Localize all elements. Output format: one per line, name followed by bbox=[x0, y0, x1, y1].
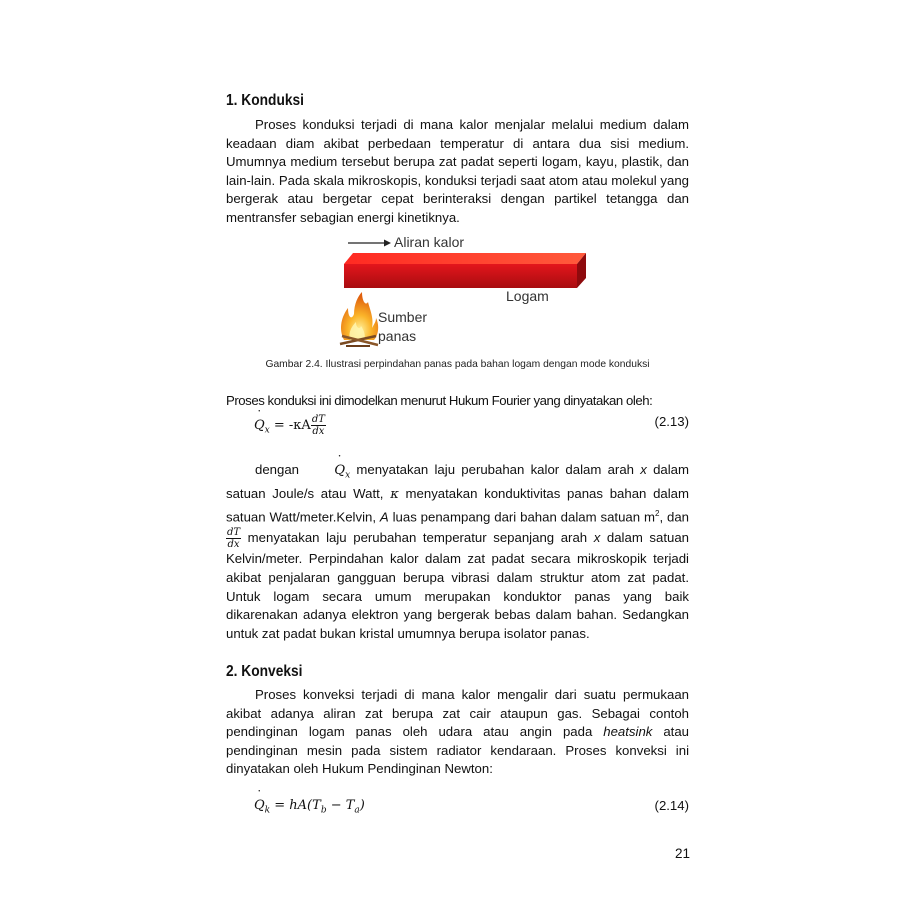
fire-icon bbox=[340, 292, 378, 346]
heat-source-label-line2: panas bbox=[378, 328, 417, 344]
newton-rhs-c: ) bbox=[359, 798, 365, 813]
fraction-numerator: dT bbox=[227, 527, 241, 539]
variable-x: x bbox=[640, 462, 647, 477]
heat-rate-symbol: ˙ Q bbox=[254, 798, 265, 813]
text-run: menyatakan konduktivitas panas bahan dalam satuan Watt/meter.Kelvin, bbox=[226, 486, 690, 525]
equation-newton bbox=[254, 798, 689, 822]
fraction-numerator: dT bbox=[311, 414, 325, 425]
text-run: atau pendinginan mesin pada sistem radiator kendaraan. Proses konveksi ini dinyatakan oleh Hukum Pendinginan Newton: bbox=[226, 724, 689, 777]
variable-kappa: κ bbox=[390, 487, 399, 503]
term-heatsink: heatsink bbox=[603, 724, 653, 740]
text-run: menyatakan laju perubahan temperatur sepanjang arah bbox=[241, 530, 594, 546]
equation-number-2-14: (2.14) bbox=[654, 798, 689, 813]
section-heading-konduksi: 1. Konduksi bbox=[226, 92, 304, 109]
variable-a: A bbox=[379, 509, 389, 525]
paragraph-explanation bbox=[226, 461, 689, 644]
variable-x: x bbox=[593, 530, 601, 546]
figure-conduction-drawing bbox=[336, 232, 596, 352]
fourier-fraction bbox=[311, 414, 326, 437]
heat-rate-subscript: x bbox=[264, 425, 270, 436]
fourier-intro: Proses konduksi ini dimodelkan menurut Hukum Fourier yang dinyatakan oleh: bbox=[226, 393, 653, 408]
fraction-denominator: dx bbox=[227, 539, 240, 551]
text-run: luas penampang dari bahan dalam satuan m bbox=[388, 509, 655, 525]
text-run: , dan bbox=[659, 509, 689, 525]
paragraph-konduksi: Proses konduksi terjadi di mana kalor menjalar melalui medium dalam keadaan diam akibat perbedaan temperatur di antara dua sisi medium. Umumnya medium tersebut berupa zat padat seperti logam, kayu, plastik, dan lain-lain. Pada skala mikroskopis, konduksi terjadi saat atom atau molekul yang bergerak atau bergetar cepat berinteraksi dengan partikel tetangga dan mentransfer sebagian energi kinetiknya. bbox=[226, 117, 689, 225]
newton-rhs-b: − T bbox=[326, 798, 355, 813]
figure-conduction bbox=[336, 232, 596, 352]
fraction-denominator: dx bbox=[312, 426, 325, 437]
paragraph-konveksi bbox=[226, 686, 689, 779]
newton-rhs-a: = hA(T bbox=[270, 798, 321, 813]
bar-label: Logam bbox=[506, 288, 549, 304]
metal-bar-icon bbox=[344, 253, 586, 288]
heat-flow-arrow-icon bbox=[348, 240, 391, 247]
subscript-b: b bbox=[320, 805, 327, 816]
subscript-a: a bbox=[354, 805, 360, 816]
equation-number-2-13: (2.13) bbox=[654, 414, 689, 429]
text-run: dalam satuan Kelvin/meter. Perpindahan kalor dalam zat padat secara mikroskopik terjadi akibat penjalaran gangguan berupa vibrasi dalam struktur atom zat padat. Untuk logam secara umum merupakan konduktor panas yang baik dikarenakan adanya elektron yang bergerak bebas dalam bahan. Sedangkan untuk zat padat bukan kristal umumnya berupa isolator panas. bbox=[226, 530, 689, 641]
heat-source-label-line1: Sumber bbox=[378, 309, 428, 325]
figure-caption: Gambar 2.4. Ilustrasi perpindahan panas pada bahan logam dengan mode konduksi bbox=[265, 359, 650, 370]
heat-rate-symbol: ˙ Q bbox=[305, 462, 345, 481]
arrow-label: Aliran kalor bbox=[394, 234, 465, 250]
heat-rate-subscript: x bbox=[345, 470, 351, 481]
page-number: 21 bbox=[675, 846, 691, 861]
fourier-rhs: = -κA bbox=[269, 418, 311, 433]
heat-rate-subscript: k bbox=[264, 805, 271, 816]
text-run: dalam satuan Joule/s atau Watt, bbox=[226, 462, 689, 502]
equation-fourier bbox=[254, 414, 689, 438]
text-run: Proses konveksi terjadi di mana kalor mengalir dari suatu permukaan akibat adanya aliran zat berupa zat cair ataupun gas. Sebagai contoh pendinginan logam panas oleh udara atau angin pada bbox=[226, 687, 689, 740]
heat-rate-symbol: ˙ Q bbox=[254, 418, 265, 433]
section-heading-konveksi: 2. Konveksi bbox=[226, 663, 303, 680]
text-run: dengan bbox=[255, 462, 306, 477]
inline-fraction bbox=[226, 527, 241, 550]
text-run: menyatakan laju perubahan kalor dalam arah bbox=[350, 462, 641, 477]
superscript-2: 2 bbox=[654, 509, 660, 519]
